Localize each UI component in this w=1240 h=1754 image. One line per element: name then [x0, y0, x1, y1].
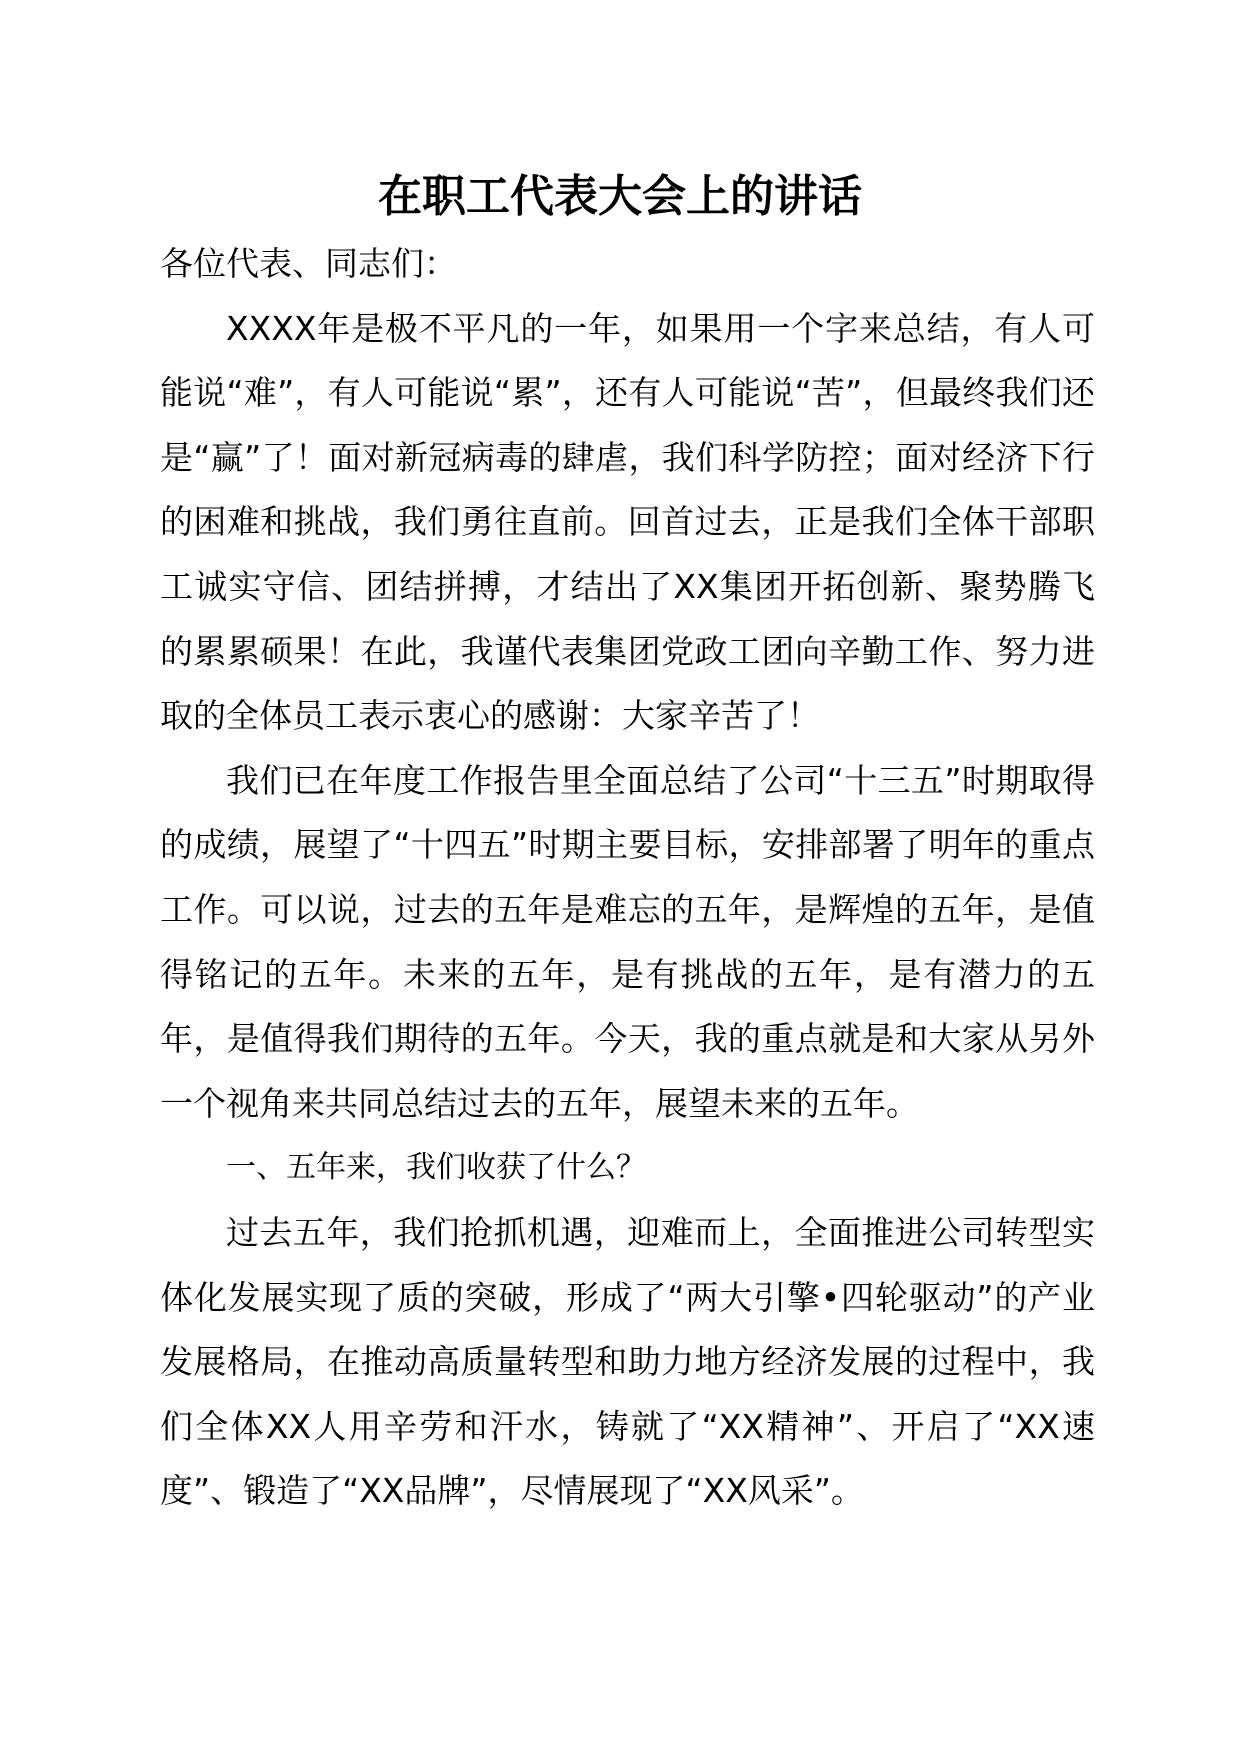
salutation: 各位代表、同志们： — [160, 244, 457, 283]
section-heading: 一、五年来，我们收获了什么？ — [226, 1150, 646, 1186]
paragraph-1: XXXX年是极不平凡的一年，如果用一个字来总结，有人可能说“难”，有人可能说“累”，还有人可能说“苦”，但最终我们还是“赢”了！面对新冠病毒的肆虐，我们科学防控；面对经济下行的困难和挑战，我们勇往直前。回首过去，正是我们全体干部职工诚实守信、团结拼搏，才结出了XX集团开拓创新、聚势腾飞的累累硕果！在此，我谨代表集团党政工团向辛勤工作、努力进取的全体员工表示衷心的感谢：大家辛苦了！ — [160, 308, 1095, 736]
document-title: 在职工代表大会上的讲话 — [378, 171, 862, 222]
section-paragraph: 过去五年，我们抢抓机遇，迎难而上，全面推进公司转型实体化发展实现了质的突破，形成了“两大引擎•四轮驱动”的产业发展格局，在推动高质量转型和助力地方经济发展的过程中，我们全体XX人用辛劳和汗水，铸就了“XX精神”、开启了“XX速度”、锻造了“XX品牌”，尽情展现了“XX风采”。 — [160, 1212, 1095, 1511]
document-body — [160, 232, 1095, 1524]
paragraph-2: 我们已在年度工作报告里全面总结了公司“十三五”时期取得的成绩，展望了“十四五”时期主要目标，安排部署了明年的重点工作。可以说，过去的五年是难忘的五年，是辉煌的五年，是值得铭记的五年。未来的五年，是有挑战的五年，是有潜力的五年，是值得我们期待的五年。今天，我的重点就是和大家从另外一个视角来共同总结过去的五年，展望未来的五年。 — [160, 760, 1095, 1123]
